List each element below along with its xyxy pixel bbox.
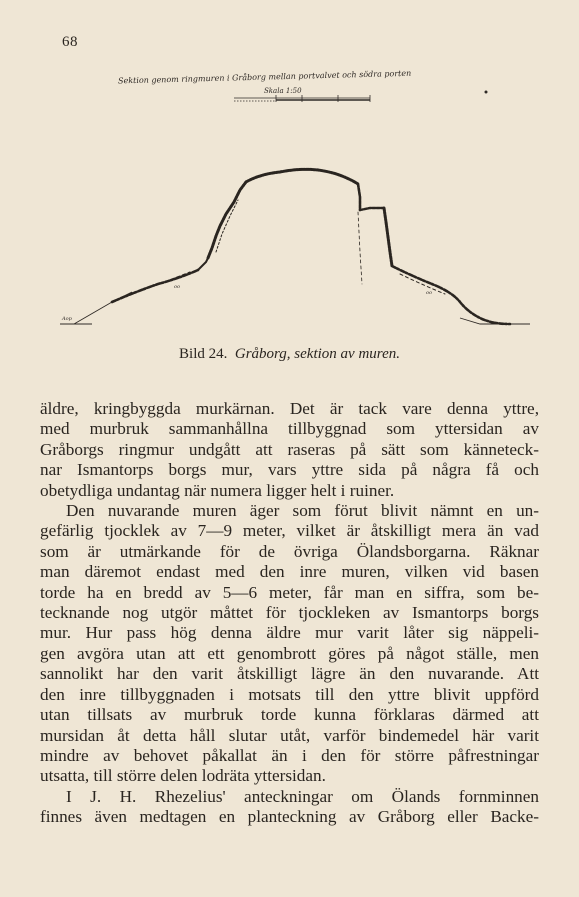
section-annotations	[61, 284, 432, 322]
figure-caption	[0, 346, 579, 363]
figure-title: Sektion genom ringmuren i Gråborg mellan portvalvet och södra porten	[117, 68, 412, 86]
wall-section-drawing	[40, 62, 540, 352]
text-line: utan tillsats av murbruk torde kunna förklaras därmed att	[40, 705, 539, 725]
svg-text:oo: oo	[174, 284, 181, 290]
text-line: I J. H. Rhezelius' anteckningar om Ölands fornminnen	[66, 786, 539, 806]
page-number: 68	[62, 34, 78, 50]
svg-text:oo: oo	[426, 290, 433, 296]
text-line: torde ha en bredd av 5—6 meter, får man en siffra, som be-	[40, 582, 539, 602]
text-line: mur. Hur pass hög denna äldre mur varit låter sig näppeli-	[40, 623, 539, 643]
scale-bar	[234, 95, 370, 102]
text-line: den inre tillbyggnaden i motsats till den yttre blivit uppförd	[40, 684, 539, 704]
text-line: gen avgöra utan att ett genombrott göres på något ställe, men	[40, 643, 539, 663]
text-line: obetydliga undantag när numera ligger helt i ruiner.	[40, 480, 395, 500]
paragraph	[40, 501, 539, 787]
ground-line	[60, 292, 530, 324]
text-line: sannolikt har den varit åtskilligt lägre än den nuvarande. Att	[40, 664, 539, 684]
text-line: utsatta, till större delen lodräta yttersidan.	[40, 766, 326, 786]
text-line: finnes även medtagen en planteckning av Gråborg eller Backe-	[40, 807, 539, 827]
figure-scale-label: Skala 1:50	[264, 87, 302, 95]
caption-label: Bild 24.	[179, 346, 228, 362]
paragraph	[40, 787, 539, 828]
body-text	[40, 399, 539, 828]
text-line: som är utmärkande för de övriga Ölandsborgarna. Räknar	[40, 541, 539, 561]
text-line: nar Ismantorps borgs mur, vars yttre sida på några få och	[40, 460, 539, 480]
text-line: tecknande nog utgör måttet för tjockleken av Ismantorps borgs	[40, 603, 539, 623]
text-line: gefärlig tjocklek av 7—9 meter, vilket är åtskilligt mera än vad	[40, 521, 539, 541]
wall-outline	[112, 169, 510, 324]
paragraph	[40, 399, 539, 501]
text-line: mindre av behovet påkallat än i den för större påfrestningar	[40, 745, 539, 765]
text-line: mursidan åt detta håll slutar utåt, varför bindemedel här varit	[40, 725, 539, 745]
svg-text:Aop: Aop	[62, 316, 72, 322]
text-line: med murbruk sammanhållna tillbyggnad som yttersidan av	[40, 419, 539, 439]
wall-section-figure	[40, 62, 540, 352]
text-line: Gråborgs ringmur undgått att raseras på sätt som känneteck-	[40, 439, 539, 459]
caption-text: Gråborg, sektion av muren.	[234, 346, 400, 362]
text-line: Den nuvarande muren äger som förut blivit nämnt en un-	[66, 501, 539, 521]
text-line: man däremot endast med den inre muren, vilken vid basen	[40, 562, 539, 582]
text-line: äldre, kringbyggda murkärnan. Det är tack vare denna yttre,	[40, 399, 539, 418]
